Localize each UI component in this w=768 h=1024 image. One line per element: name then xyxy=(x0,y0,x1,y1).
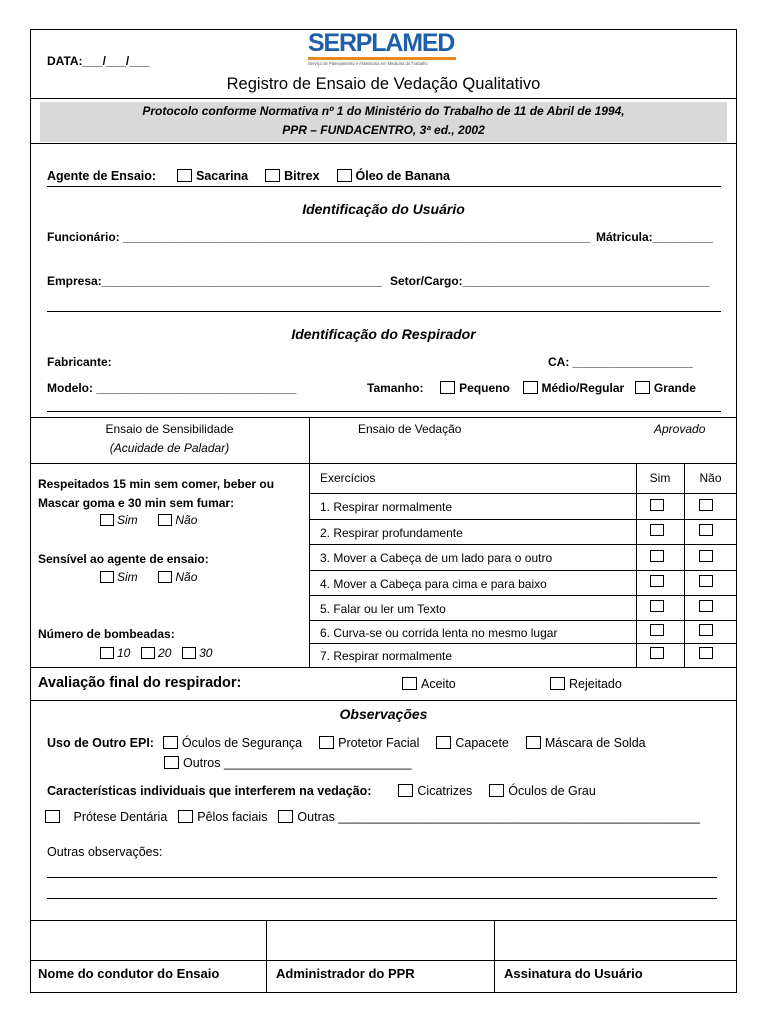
traits-row xyxy=(47,784,596,798)
sensitivity-heading: Ensaio de Sensibilidade xyxy=(105,422,234,436)
q1-line1: Respeitados 15 min sem comer, beber ou xyxy=(38,477,275,491)
exercise-table-top xyxy=(309,463,737,464)
checkbox-capacete[interactable] xyxy=(436,736,451,749)
other-observations-label: Outras observações: xyxy=(47,845,163,859)
signature-table xyxy=(30,920,737,993)
exercise-row-line-6 xyxy=(309,643,737,644)
test-section-top xyxy=(30,417,737,418)
q2-nao-label: Não xyxy=(175,570,198,584)
size-grande: Grande xyxy=(653,381,696,395)
date-field[interactable]: DATA:___/___/___ xyxy=(47,54,150,68)
q1-line2: Mascar goma e 30 min sem fumar: xyxy=(38,496,235,510)
size-pequeno: Pequeno xyxy=(459,381,510,395)
signature-col-1 xyxy=(266,920,267,993)
epi-row xyxy=(47,736,646,750)
col-nao: Não xyxy=(699,471,722,485)
exercise-row-line-1 xyxy=(309,519,737,520)
pump-10-label: 10 xyxy=(117,646,131,660)
pump-30-label: 30 xyxy=(199,646,213,660)
checkbox-ex5-nao[interactable] xyxy=(699,600,713,612)
logo-underline xyxy=(308,57,456,60)
test-section-divider xyxy=(309,417,310,668)
tamanho-label: Tamanho: xyxy=(367,381,424,395)
user-id-heading: Identificação do Usuário xyxy=(302,201,465,217)
trait-pelos-faciais: Pêlos faciais xyxy=(197,810,268,824)
checkbox-pump-20[interactable] xyxy=(141,647,155,659)
epi-protetor-facial: Protetor Facial xyxy=(338,736,420,750)
option-sacarina: Sacarina xyxy=(196,169,249,183)
respirator-bottom-line xyxy=(47,411,721,412)
checkbox-sacarina[interactable] xyxy=(177,169,192,182)
checkbox-cicatrizes[interactable] xyxy=(398,784,413,797)
q3-label: Número de bombeadas: xyxy=(38,627,175,641)
checkbox-ex1-sim[interactable] xyxy=(650,499,664,511)
signature-col-2 xyxy=(494,920,495,993)
checkbox-pump-30[interactable] xyxy=(182,647,196,659)
checkbox-q2-nao[interactable] xyxy=(158,571,172,583)
signature-divider xyxy=(30,960,737,961)
col-exercicios: Exercícios xyxy=(320,471,376,485)
user-id-bottom-line xyxy=(47,311,721,312)
exercise-row-line-5 xyxy=(309,620,737,621)
q2-sim-label: Sim xyxy=(117,570,138,584)
checkbox-ex5-sim[interactable] xyxy=(650,600,664,612)
modelo-field[interactable]: Modelo: ______________________________ xyxy=(47,381,297,395)
aceito-label: Aceito xyxy=(421,677,456,691)
checkbox-ex7-nao[interactable] xyxy=(699,647,713,659)
company-logo xyxy=(308,30,458,70)
q2-options xyxy=(100,570,197,584)
final-accepted-option xyxy=(402,677,456,691)
other-obs-line-2[interactable] xyxy=(47,898,717,899)
checkbox-ex7-sim[interactable] xyxy=(650,647,664,659)
epi-other-row xyxy=(164,756,412,770)
checkbox-aceito[interactable] xyxy=(402,677,417,690)
size-medio: Médio/Regular xyxy=(541,381,625,395)
traits-outras-field[interactable]: Outras ____________________________________________________ xyxy=(297,810,700,824)
checkbox-bitrex[interactable] xyxy=(265,169,280,182)
traits-label: Características individuais que interferem na vedação: xyxy=(47,784,372,798)
logo-text: SERPLAMED xyxy=(308,29,455,57)
trait-cicatrizes: Cicatrizes xyxy=(417,784,473,798)
checkbox-protese[interactable] xyxy=(45,810,60,823)
checkbox-ex3-sim[interactable] xyxy=(650,550,664,562)
epi-capacete: Capacete xyxy=(455,736,509,750)
checkbox-ex4-nao[interactable] xyxy=(699,575,713,587)
header-divider xyxy=(30,98,737,99)
checkbox-ex2-nao[interactable] xyxy=(699,524,713,536)
checkbox-q1-nao[interactable] xyxy=(158,514,172,526)
ca-field[interactable]: CA: __________________ xyxy=(548,355,693,369)
q2-label: Sensível ao agente de ensaio: xyxy=(38,552,209,566)
sign-administrator: Administrador do PPR xyxy=(276,966,415,981)
protocol-line-2: PPR – FUNDACENTRO, 3ª ed., 2002 xyxy=(282,123,485,137)
exercise-row-line-3 xyxy=(309,570,737,571)
trait-oculos-grau: Óculos de Grau xyxy=(508,784,596,798)
epi-outros-field[interactable]: Outros ___________________________ xyxy=(183,756,412,770)
sign-conductor: Nome do condutor do Ensaio xyxy=(38,966,220,981)
sign-user: Assinatura do Usuário xyxy=(504,966,643,981)
exercise-row-line-0 xyxy=(309,493,737,494)
final-evaluation-label: Avaliação final do respirador: xyxy=(38,675,242,691)
final-rejected-option xyxy=(550,677,622,691)
q3-options xyxy=(100,646,212,660)
checkbox-oculos-grau[interactable] xyxy=(489,784,504,797)
sensitivity-subheading: (Acuidade de Paladar) xyxy=(109,441,230,455)
fabricante-field[interactable]: Fabricante: xyxy=(47,355,112,369)
checkbox-ex6-sim[interactable] xyxy=(650,624,664,636)
setor-field[interactable]: Setor/Cargo:_____________________________________ xyxy=(390,274,710,288)
form-title: Registro de Ensaio de Vedação Qualitativo xyxy=(226,75,541,93)
option-oleo-banana: Óleo de Banana xyxy=(355,169,450,183)
agent-underline xyxy=(47,186,721,187)
funcionario-field[interactable]: Funcionário: ______________________________________________________________________ xyxy=(47,230,591,244)
checkbox-protetor-facial[interactable] xyxy=(319,736,334,749)
protocol-line-1: Protocolo conforme Normativa nº 1 do Ministério do Trabalho de 11 de Abril de 1994, xyxy=(142,104,625,118)
other-obs-line-1[interactable] xyxy=(47,877,717,878)
test-section-bottom xyxy=(30,667,737,668)
approved-heading: Aprovado xyxy=(654,422,706,436)
checkbox-q1-sim[interactable] xyxy=(100,514,114,526)
epi-mascara-solda: Máscara de Solda xyxy=(544,736,646,750)
checkbox-q2-sim[interactable] xyxy=(100,571,114,583)
exercise-3: 3. Mover a Cabeça de um lado para o outro xyxy=(320,551,553,565)
agent-label: Agente de Ensaio: xyxy=(47,169,157,183)
rejeitado-label: Rejeitado xyxy=(569,677,622,691)
checkbox-pequeno[interactable] xyxy=(440,381,455,394)
epi-oculos-seguranca: Óculos de Segurança xyxy=(181,736,303,750)
q1-nao-label: Não xyxy=(175,513,198,527)
exercise-row-line-4 xyxy=(309,595,737,596)
checkbox-medio[interactable] xyxy=(523,381,538,394)
matricula-field[interactable]: Mátricula:_________ xyxy=(596,230,713,244)
traits-row-2 xyxy=(45,810,700,824)
checkbox-oculos-seguranca[interactable] xyxy=(163,736,178,749)
checkbox-ex3-nao[interactable] xyxy=(699,550,713,562)
checkbox-epi-outros[interactable] xyxy=(164,756,179,769)
seal-test-heading: Ensaio de Vedação xyxy=(358,422,462,436)
exercise-1: 1. Respirar normalmente xyxy=(320,500,453,514)
checkbox-grande[interactable] xyxy=(635,381,650,394)
exercise-4: 4. Mover a Cabeça para cima e para baixo xyxy=(320,577,547,591)
observations-heading: Observações xyxy=(339,706,428,722)
checkbox-rejeitado[interactable] xyxy=(550,677,565,690)
checkbox-mascara-solda[interactable] xyxy=(526,736,541,749)
checkbox-ex1-nao[interactable] xyxy=(699,499,713,511)
exercise-2: 2. Respirar profundamente xyxy=(320,526,463,540)
final-bottom-line xyxy=(30,700,737,701)
q1-sim-label: Sim xyxy=(117,513,138,527)
agent-row xyxy=(47,169,450,183)
size-row xyxy=(367,381,696,395)
exercise-5: 5. Falar ou ler um Texto xyxy=(320,602,446,616)
epi-label: Uso de Outro EPI: xyxy=(47,736,154,750)
trait-protese: Prótese Dentária xyxy=(73,810,168,824)
col-sim: Sim xyxy=(649,471,671,485)
sensitivity-header-line xyxy=(30,463,310,464)
checkbox-ex4-sim[interactable] xyxy=(650,575,664,587)
logo-tagline: Serviço de Planejamento e Assessoria em Medicina do Trabalho xyxy=(308,60,428,66)
exercise-6: 6. Curva-se ou corrida lenta no mesmo lugar xyxy=(320,626,558,640)
respirator-id-heading: Identificação do Respirador xyxy=(291,326,476,342)
checkbox-oleo-banana[interactable] xyxy=(337,169,352,182)
pump-20-label: 20 xyxy=(158,646,172,660)
option-bitrex: Bitrex xyxy=(284,169,320,183)
exercise-row-line-2 xyxy=(309,544,737,545)
checkbox-pump-10[interactable] xyxy=(100,647,114,659)
checkbox-traits-outras[interactable] xyxy=(278,810,293,823)
q1-options xyxy=(100,513,197,527)
checkbox-ex6-nao[interactable] xyxy=(699,624,713,636)
checkbox-pelos-faciais[interactable] xyxy=(178,810,193,823)
exercise-7: 7. Respirar normalmente xyxy=(320,649,453,663)
empresa-field[interactable]: Empresa:__________________________________________ xyxy=(47,274,382,288)
checkbox-ex2-sim[interactable] xyxy=(650,524,664,536)
